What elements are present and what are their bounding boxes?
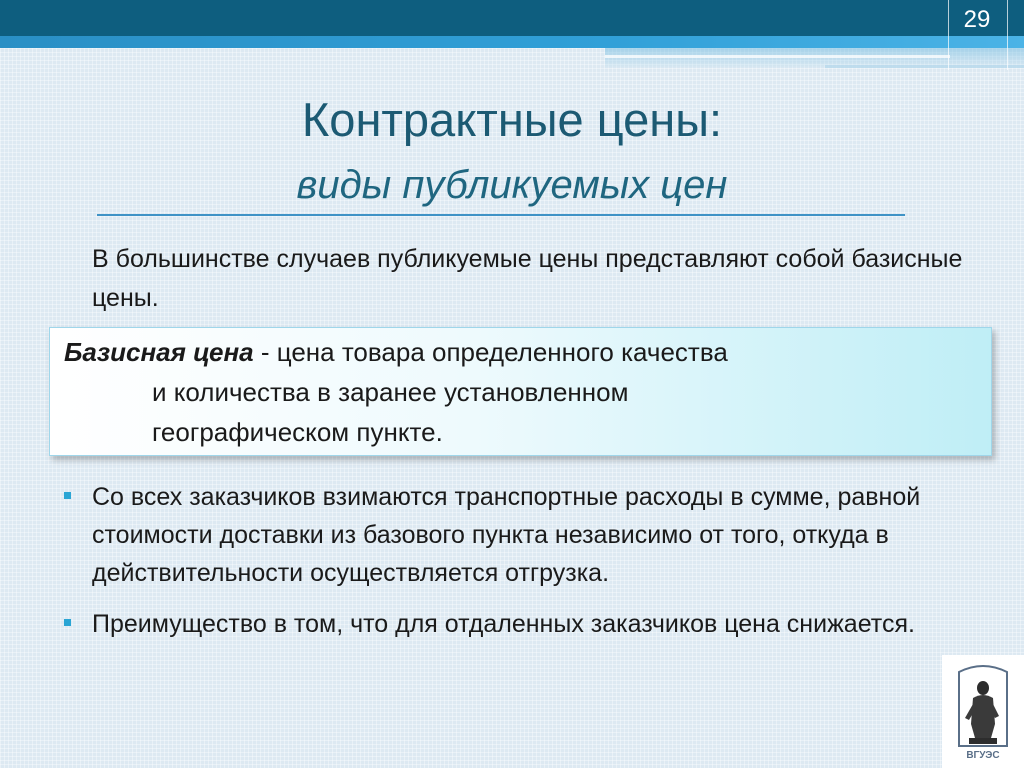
header-accent-line (605, 55, 950, 58)
definition-text-1: - цена товара определенного качества (253, 337, 728, 367)
bullet-square-icon (64, 619, 71, 626)
svg-text:ВГУЭС: ВГУЭС (966, 750, 1000, 761)
intro-paragraph: В большинстве случаев публикуемые цены представляют собой базисные цены. (92, 245, 963, 312)
bullet-square-icon (64, 492, 71, 499)
definition-box (49, 327, 992, 456)
page-number: 29 (963, 6, 991, 33)
bullet-text: Преимущество в том, что для отдаленных заказчиков цена снижается. (92, 610, 915, 638)
title-underline (97, 214, 905, 216)
header-bar (0, 0, 1024, 36)
definition-line-2: и количества в заранее установленном (152, 377, 629, 407)
university-logo (942, 655, 1024, 768)
bullet-text: Со всех заказчиков взимаются транспортные расходы в сумме, равной стоимости доставки из базового пункта независимо от того, откуда в действительности осуществляется отгрузка. (92, 483, 921, 587)
header-stripe (0, 36, 1024, 48)
university-logo-icon (955, 662, 1011, 762)
bullet-list (62, 478, 922, 656)
definition-line-3: географическом пункте. (152, 417, 443, 447)
slide-title: Контрактные цены: (301, 93, 723, 146)
definition-line-1 (64, 332, 728, 372)
definition-term: Базисная цена (64, 337, 254, 367)
slide-subtitle: виды публикуемых цен (296, 163, 728, 207)
bullet-item (62, 605, 922, 643)
bullet-item (62, 478, 922, 592)
